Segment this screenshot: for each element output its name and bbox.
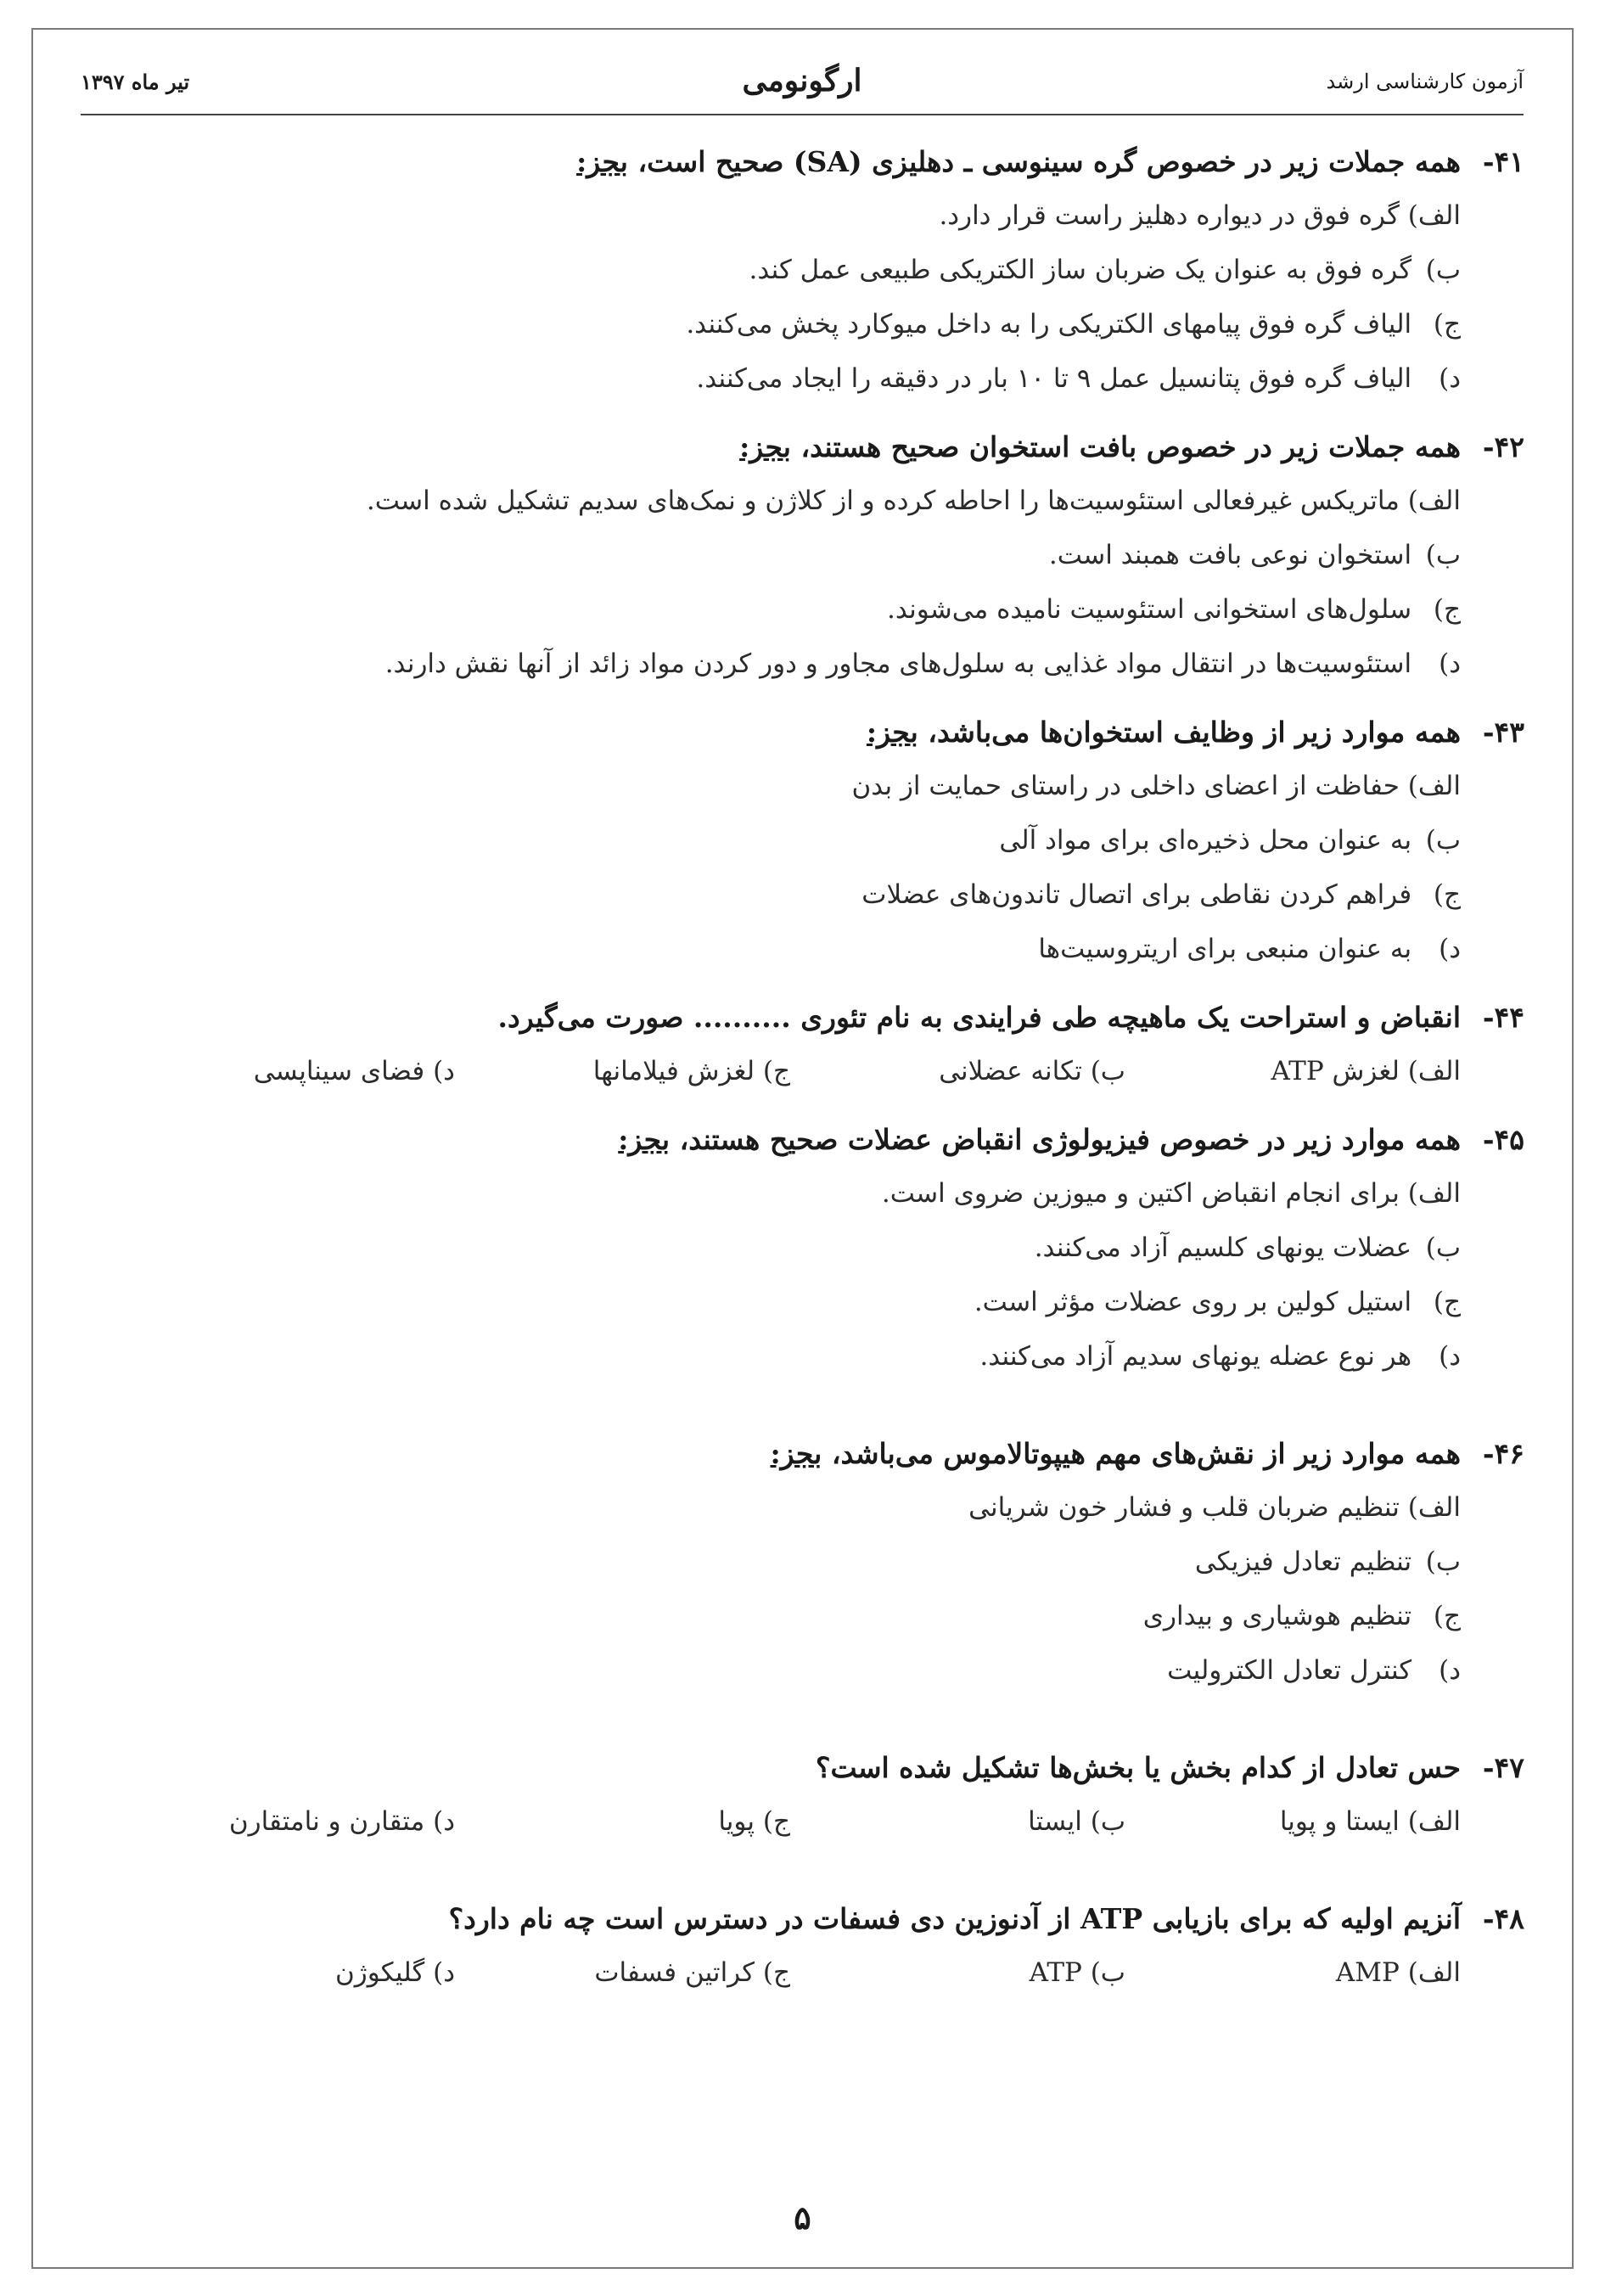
option-label: ب)	[1425, 1547, 1461, 1577]
option-label: ج)	[1433, 594, 1461, 625]
option-text: عضلات یونهای کلسیم آزاد می‌کنند.	[1034, 1232, 1412, 1263]
option-be	[81, 1535, 1461, 1589]
question-number: ۴۴-	[1482, 1001, 1524, 1034]
option-label: ج)	[1433, 309, 1461, 340]
option-text: الیاف گره فوق پتانسیل عمل ۹ تا ۱۰ بار در دقیقه را ایجاد می‌کنند.	[696, 363, 1412, 394]
option-text: گره فوق به عنوان یک ضربان ساز الکتریکی طبیعی عمل کند.	[749, 255, 1412, 285]
option-alef	[81, 1166, 1461, 1221]
option-label: الف)	[1407, 1178, 1461, 1209]
except-keyword: بجز:	[618, 1123, 671, 1156]
option-label: ج)	[1433, 1601, 1461, 1631]
option-label: الف)	[1407, 486, 1461, 516]
header-divider	[81, 114, 1524, 115]
option-jim: ج) کراتین فسفات	[594, 1957, 790, 1988]
question-47	[81, 1742, 1524, 1849]
option-label: ب)	[1425, 255, 1461, 285]
option-text: تنظیم تعادل فیزیکی	[1194, 1547, 1412, 1577]
option-text: تنظیم ضربان قلب و فشار خون شریانی	[968, 1492, 1400, 1523]
question-text: انقباض و استراحت یک ماهیچه طی فرایندی به نام تئوری .......... صورت می‌گیرد.	[497, 1001, 1461, 1034]
question-text: همه جملات زیر در خصوص بافت استخوان صحیح هستند،	[800, 430, 1461, 463]
option-be: ب) ایستا	[1028, 1806, 1125, 1837]
option-jim: ج) لغزش فیلامانها	[592, 1056, 790, 1086]
option-jim	[81, 867, 1461, 922]
except-keyword: بجز:	[866, 716, 918, 749]
option-dal: د) متقارن و نامتقارن	[228, 1806, 455, 1837]
option-label: د)	[1439, 1655, 1461, 1686]
option-dal	[81, 922, 1461, 976]
option-text: گره فوق در دیواره دهلیز راست قرار دارد.	[939, 200, 1400, 231]
question-text: همه موارد زیر از نقش‌های مهم هیپوتالاموس می‌باشد،	[831, 1437, 1461, 1470]
option-label: ب)	[1425, 1232, 1461, 1263]
except-keyword: بجز:	[770, 1437, 822, 1470]
question-42	[81, 421, 1524, 691]
question-number: ۴۱-	[1482, 145, 1524, 178]
subject-title: ارگونومی	[742, 63, 862, 98]
option-text: استخوان نوعی بافت همبند است.	[1048, 540, 1412, 570]
question-text: همه موارد زیر از وظایف استخوان‌ها می‌باشد،	[928, 716, 1461, 749]
option-text: سلول‌های استخوانی استئوسیت نامیده می‌شوند.	[887, 594, 1412, 625]
option-label: الف)	[1407, 771, 1461, 801]
question-text: همه موارد زیر در خصوص فیزیولوژی انقباض عضلات صحیح هستند،	[679, 1123, 1461, 1156]
question-number: ۴۸-	[1482, 1902, 1524, 1935]
option-label: ب)	[1425, 825, 1461, 856]
option-jim	[81, 1275, 1461, 1329]
question-number: ۴۷-	[1482, 1751, 1524, 1784]
option-label: ج)	[1433, 879, 1461, 910]
except-keyword: بجز:	[576, 145, 628, 178]
option-label: الف)	[1407, 1492, 1461, 1523]
exam-name: آزمون کارشناسی ارشد	[1326, 70, 1524, 93]
question-43	[81, 706, 1524, 976]
option-jim	[81, 297, 1461, 351]
option-alef	[81, 1480, 1461, 1535]
option-alef	[81, 759, 1461, 813]
option-label: ج)	[1433, 1287, 1461, 1317]
option-dal	[81, 1329, 1461, 1384]
question-48	[81, 1893, 1524, 2000]
option-label: د)	[1439, 1341, 1461, 1372]
option-dal: د) گلیکوژن	[335, 1957, 455, 1988]
option-be	[81, 813, 1461, 867]
option-label: ب)	[1425, 540, 1461, 570]
except-keyword: بجز:	[739, 430, 791, 463]
option-jim	[81, 1589, 1461, 1643]
exam-date: تیر ماه ۱۳۹۷	[81, 70, 190, 94]
question-46	[81, 1428, 1524, 1698]
option-be: ب) تکانه عضلانی	[939, 1056, 1125, 1086]
option-label: د)	[1439, 934, 1461, 964]
page-number: ۵	[794, 2198, 811, 2237]
option-be	[81, 528, 1461, 582]
option-text: استیل کولین بر روی عضلات مؤثر است.	[974, 1287, 1412, 1317]
option-dal	[81, 637, 1461, 691]
option-text: فراهم کردن نقاطی برای اتصال تاندون‌های عضلات	[861, 879, 1412, 910]
inline-options	[81, 1945, 1461, 2000]
option-text: تنظیم هوشیاری و بیداری	[1142, 1601, 1412, 1631]
question-number: ۴۶-	[1482, 1437, 1524, 1470]
option-dal	[81, 351, 1461, 406]
option-alef: الف) لغزش ATP	[1271, 1056, 1461, 1086]
option-text: الیاف گره فوق پیامهای الکتریکی را به داخل میوکارد پخش می‌کنند.	[686, 309, 1412, 340]
option-be	[81, 1221, 1461, 1275]
question-text: حس تعادل از کدام بخش یا بخش‌ها تشکیل شده است؟	[815, 1751, 1461, 1784]
question-text: آنزیم اولیه که برای بازیابی ATP از آدنوزین دی فسفات در دسترس است چه نام دارد؟	[448, 1902, 1461, 1935]
option-text: ماتریکس غیرفعالی استئوسیت‌ها را احاطه کرده و از کلاژن و نمک‌های سدیم تشکیل شده است.	[366, 486, 1400, 516]
option-alef	[81, 474, 1461, 528]
question-text: همه جملات زیر در خصوص گره سینوسی ـ دهلیزی (SA) صحیح است،	[637, 145, 1461, 178]
question-number: ۴۳-	[1482, 716, 1524, 749]
option-text: هر نوع عضله یونهای سدیم آزاد می‌کنند.	[979, 1341, 1412, 1372]
option-text: برای انجام انقباض اکتین و میوزین ضروی است.	[881, 1178, 1400, 1209]
option-jim	[81, 582, 1461, 637]
question-number: ۴۲-	[1482, 430, 1524, 463]
option-text: کنترل تعادل الکترولیت	[1167, 1655, 1412, 1686]
option-text: به عنوان منبعی برای اریتروسیت‌ها	[1038, 934, 1412, 964]
inline-options	[81, 1794, 1461, 1849]
option-text: به عنوان محل ذخیره‌ای برای مواد آلی	[999, 825, 1412, 856]
inline-options	[81, 1044, 1461, 1098]
option-text: استئوسیت‌ها در انتقال مواد غذایی به سلول‌های مجاور و دور کردن مواد زائد از آنها نقش دارند.	[384, 648, 1412, 679]
option-be	[81, 243, 1461, 297]
page-header	[81, 59, 1524, 119]
option-dal	[81, 1643, 1461, 1698]
question-44	[81, 991, 1524, 1098]
option-label: د)	[1439, 363, 1461, 394]
question-41	[81, 136, 1524, 406]
option-alef: الف) AMP	[1335, 1957, 1461, 1988]
question-45	[81, 1114, 1524, 1384]
question-number: ۴۵-	[1482, 1123, 1524, 1156]
option-dal: د) فضای سیناپسی	[253, 1056, 455, 1086]
questions-container	[81, 136, 1524, 2015]
option-alef: الف) ایستا و پویا	[1279, 1806, 1461, 1837]
option-be: ب) ATP	[1029, 1957, 1125, 1988]
option-label: د)	[1439, 648, 1461, 679]
option-alef	[81, 188, 1461, 243]
option-jim: ج) پویا	[718, 1806, 790, 1837]
option-label: الف)	[1407, 200, 1461, 231]
option-text: حفاظت از اعضای داخلی در راستای حمایت از بدن	[851, 771, 1400, 801]
